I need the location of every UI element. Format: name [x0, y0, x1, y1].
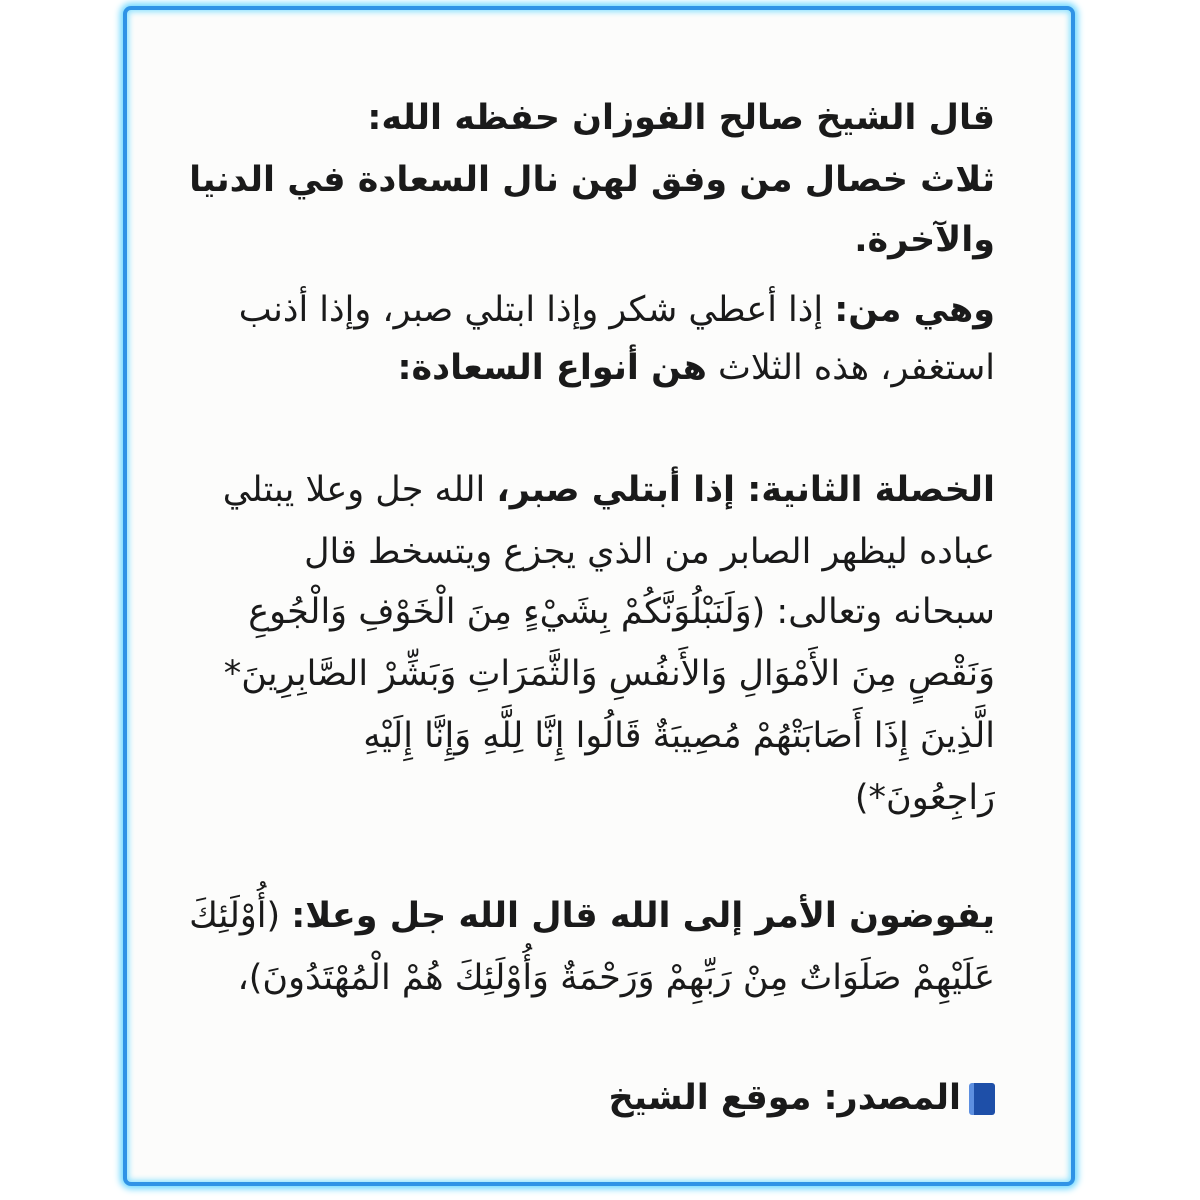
verse-line-3: [363, 706, 995, 766]
source-line: [608, 1068, 995, 1128]
intro-text-1: ثلاث خصال من وفق لهن نال السعادة في الدنيا: [189, 160, 995, 200]
verse-text-3: الَّذِينَ إِذَا أَصَابَتْهُمْ مُصِيبَةٌ قَالُوا إِنَّا لِلَّهِ وَإِنَّا إِلَيْهِ: [363, 716, 995, 756]
verse-line-4: [855, 768, 995, 828]
delegate-line-2: [237, 948, 995, 1008]
verse-text-4: رَاجِعُونَ*): [854, 778, 995, 818]
book-icon: [969, 1083, 995, 1115]
verse-line-1: [248, 582, 995, 642]
verse-line-2: [224, 644, 995, 704]
delegate-text-1: (أُوْلَئِكَ: [189, 896, 292, 936]
traits-line-2: [397, 338, 995, 398]
second-trait-text-1: الله جل وعلا يبتلي: [222, 470, 497, 510]
traits-text-2: استغفر، هذه الثلاث: [706, 348, 995, 388]
heading-text: قال الشيخ صالح الفوزان حفظه الله:: [367, 98, 995, 138]
second-trait-line-2: [304, 522, 995, 582]
intro-line-1: [189, 150, 995, 210]
delegate-text-2: عَلَيْهِمْ صَلَوَاتٌ مِنْ رَبِّهِمْ وَرَحْمَةٌ وَأُوْلَئِكَ هُمْ الْمُهْتَدُونَ)،: [237, 958, 995, 998]
heading-line: [367, 88, 995, 148]
second-trait-title: الخصلة الثانية: إذا أبتلي صبر،: [496, 470, 995, 510]
traits-line-1: [239, 280, 995, 340]
second-trait-text-2: عباده ليظهر الصابر من الذي يجزع ويتسخط قال: [304, 532, 995, 572]
intro-text-2: والآخرة.: [854, 220, 995, 260]
intro-line-2: [854, 210, 995, 270]
traits-bold-2: هن أنواع السعادة:: [397, 348, 707, 388]
verse-text-1: سبحانه وتعالى: (وَلَنَبْلُوَنَّكُمْ بِشَيْءٍ مِنَ الْخَوْفِ وَالْجُوعِ: [248, 592, 995, 632]
traits-lead: وهي من:: [834, 290, 995, 330]
source-text: المصدر: موقع الشيخ: [608, 1078, 961, 1118]
verse-text-2: وَنَقْصٍ مِنَ الأَمْوَالِ وَالأَنفُسِ وَالثَّمَرَاتِ وَبَشِّرْ الصَّابِرِينَ*: [223, 654, 995, 694]
delegate-line-1: [189, 886, 995, 946]
traits-text-1: إذا أعطي شكر وإذا ابتلي صبر، وإذا أذنب: [238, 290, 835, 330]
second-trait-line-1: [223, 460, 995, 520]
delegate-bold: يفوضون الأمر إلى الله قال الله جل وعلا:: [291, 896, 995, 936]
